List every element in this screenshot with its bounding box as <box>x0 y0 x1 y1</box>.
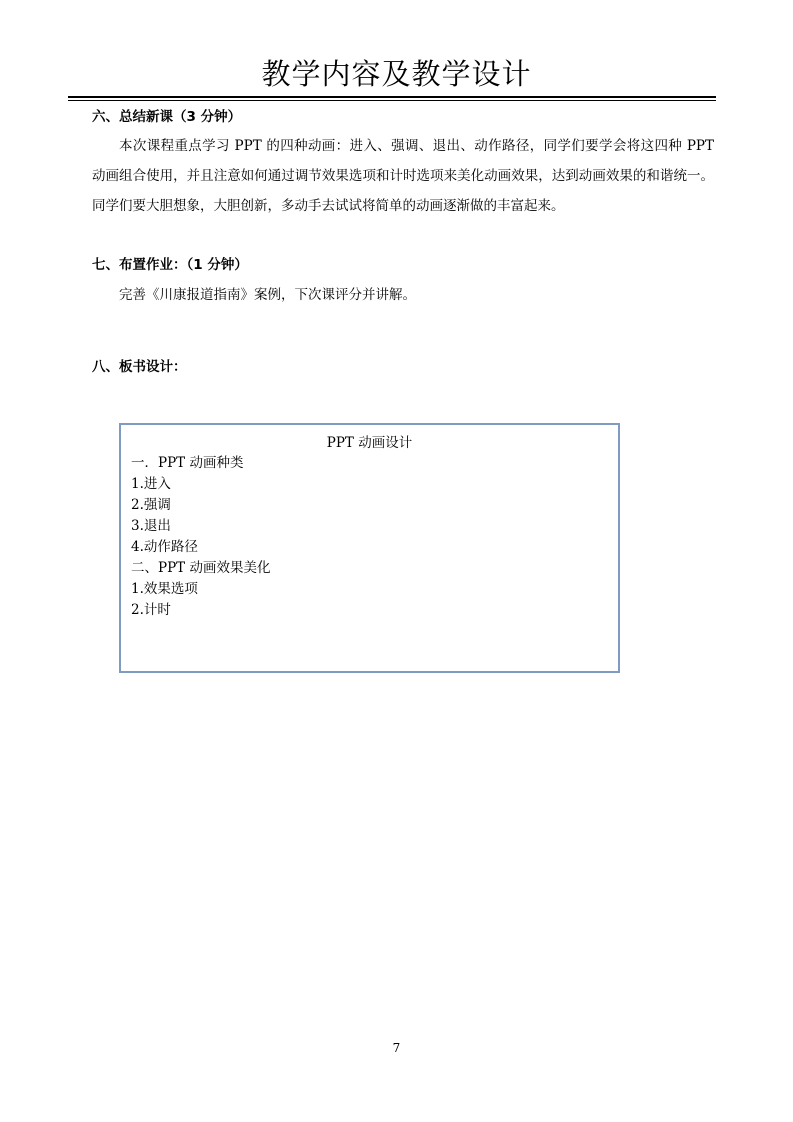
header-rule-thin <box>68 100 716 101</box>
board-line: 2.计时 <box>131 602 171 618</box>
board-line: 2.强调 <box>131 497 171 513</box>
board-line: 一．PPT 动画种类 <box>131 455 244 471</box>
page-header-title: 教学内容及教学设计 <box>261 57 532 91</box>
section-heading-board-design: 八、板书设计： <box>92 359 187 375</box>
board-design-box <box>119 423 620 673</box>
board-outline <box>131 453 270 621</box>
board-line: 3.退出 <box>131 518 171 534</box>
board-line: 4.动作路径 <box>131 539 198 555</box>
section-text-summary: 本次课程重点学习 PPT 的四种动画：进入、强调、退出、动作路径，同学们要学会将这四种 PPT 动画组合使用，并且注意如何通过调节效果选项和计时选项来美化动画效果，达到动画效果的和谐统一。同学们要大胆想象，大胆创新，多动手去试试将简单的动画逐渐做的丰富起来。 <box>92 138 714 214</box>
board-line: 1.进入 <box>131 476 171 492</box>
page-number: 7 <box>392 1041 401 1055</box>
header-rule-thick <box>68 96 716 98</box>
board-line: 二、PPT 动画效果美化 <box>131 560 271 576</box>
section-heading-homework: 七、布置作业：（1 分钟） <box>92 257 248 273</box>
board-line: 1.效果选项 <box>131 581 198 597</box>
section-text-homework: 完善《川康报道指南》案例，下次课评分并讲解。 <box>119 287 416 303</box>
board-title: PPT 动画设计 <box>326 435 413 451</box>
section-heading-summary: 六、总结新课（3 分钟） <box>92 109 242 125</box>
